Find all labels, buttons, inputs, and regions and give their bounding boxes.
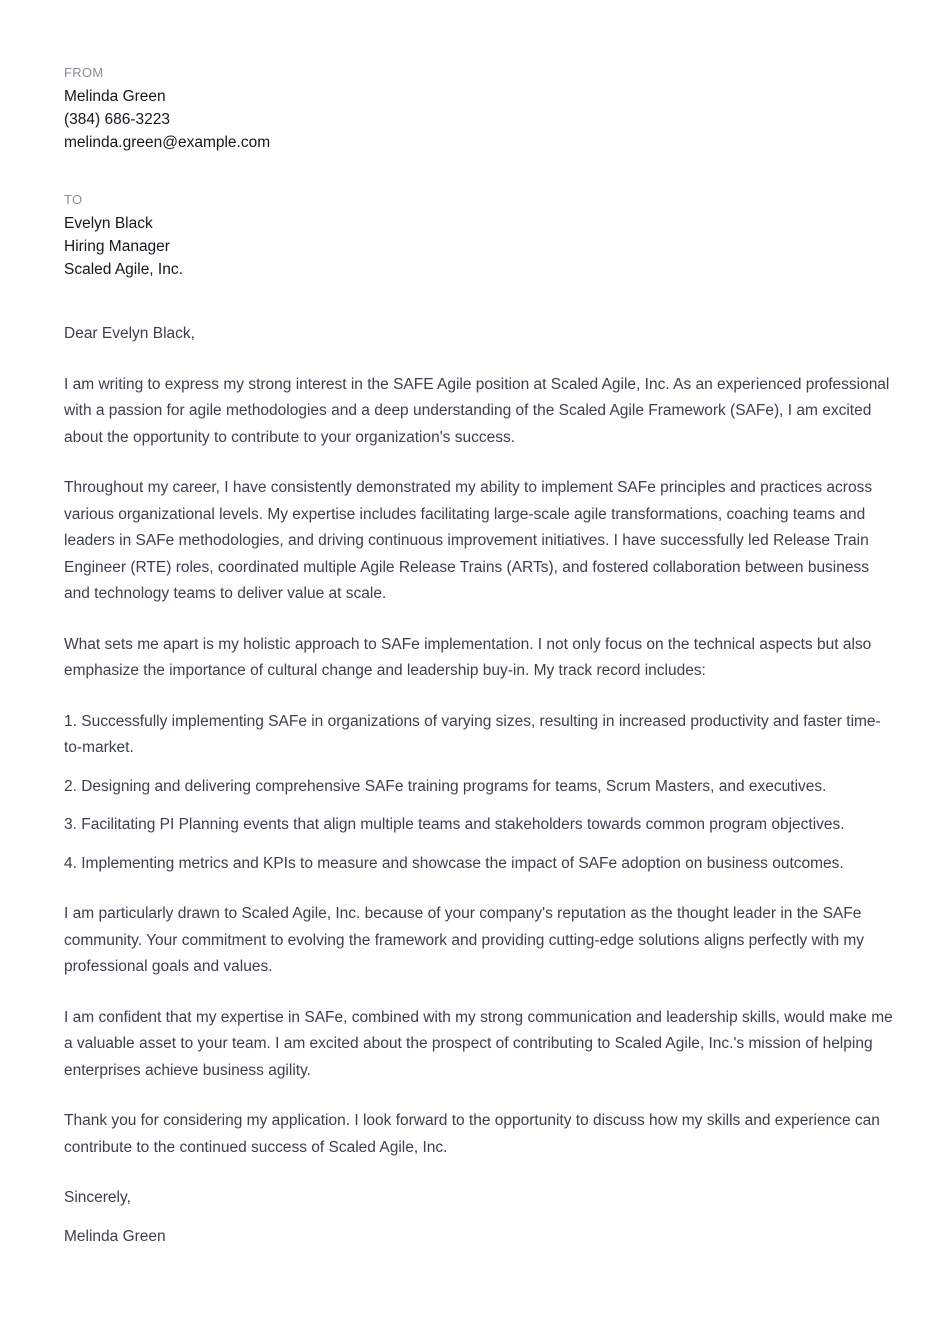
list-item: 4. Implementing metrics and KPIs to measure and showcase the impact of SAFe adoption on business outcomes. <box>64 854 844 872</box>
body-paragraph-thanks: Thank you for considering my application. I look forward to the opportunity to discuss how my skills and experience can contribute to the continued success of Scaled Agile, Inc. <box>64 1112 880 1156</box>
recipient-name: Evelyn Black <box>64 215 153 232</box>
sender-block <box>64 65 898 154</box>
to-label: TO <box>64 192 83 207</box>
signature-name: Melinda Green <box>64 1227 166 1245</box>
list-item: 3. Facilitating PI Planning events that align multiple teams and stakeholders towards common program objectives. <box>64 816 845 833</box>
sender-email: melinda.green@example.com <box>64 134 271 151</box>
body-paragraph-approach: What sets me apart is my holistic approach to SAFe implementation. I not only focus on the technical aspects but also emphasize the importance of cultural change and leadership buy-in. My track record includes: <box>64 635 872 679</box>
body-paragraph-motivation: I am particularly drawn to Scaled Agile, Inc. because of your company's reputation as the thought leader in the SAFe community. Your commitment to evolving the framework and providing cutting-edge solutions aligns perfectly with my professional goals and values. <box>64 905 865 975</box>
salutation: Dear Evelyn Black, <box>64 325 195 342</box>
list-item: 1. Successfully implementing SAFe in organizations of varying sizes, resulting in increased productivity and faster time-to-market. <box>64 712 881 756</box>
body-paragraph-intro: I am writing to express my strong interest in the SAFE Agile position at Scaled Agile, Inc. As an experienced professional with a passion for agile methodologies and a deep understanding of the Scaled Agile Framework (SAFe), I am excited about the opportunity to contribute to your organization's success. <box>64 375 890 446</box>
sender-phone: (384) 686-3223 <box>64 111 170 128</box>
body-paragraph-experience: Throughout my career, I have consistently demonstrated my ability to implement SAFe principles and practices across various organizational levels. My expertise includes facilitating large-scale agile transformations, coaching teams and leaders in SAFe methodologies, and driving continuous improvement initiatives. I have successfully led Release Train Engineer (RTE) roles, coordinated multiple Agile Release Trains (ARTs), and fostered collaboration between business and technology teams to deliver value at scale. <box>64 479 873 602</box>
from-label: FROM <box>64 65 104 80</box>
sign-off: Sincerely, <box>64 1189 131 1206</box>
recipient-title: Hiring Manager <box>64 238 170 255</box>
body-paragraph-confidence: I am confident that my expertise in SAFe, combined with my strong communication and leadership skills, would make me a valuable asset to your team. I am excited about the prospect of contributing to Scaled Agile, Inc.'s mission of helping enterprises achieve business agility. <box>64 1008 893 1079</box>
track-record-list <box>64 709 898 878</box>
recipient-company: Scaled Agile, Inc. <box>64 261 183 278</box>
sender-name: Melinda Green <box>64 88 166 105</box>
list-item: 2. Designing and delivering comprehensive SAFe training programs for teams, Scrum Masters, and executives. <box>64 777 827 795</box>
recipient-block <box>64 192 898 281</box>
